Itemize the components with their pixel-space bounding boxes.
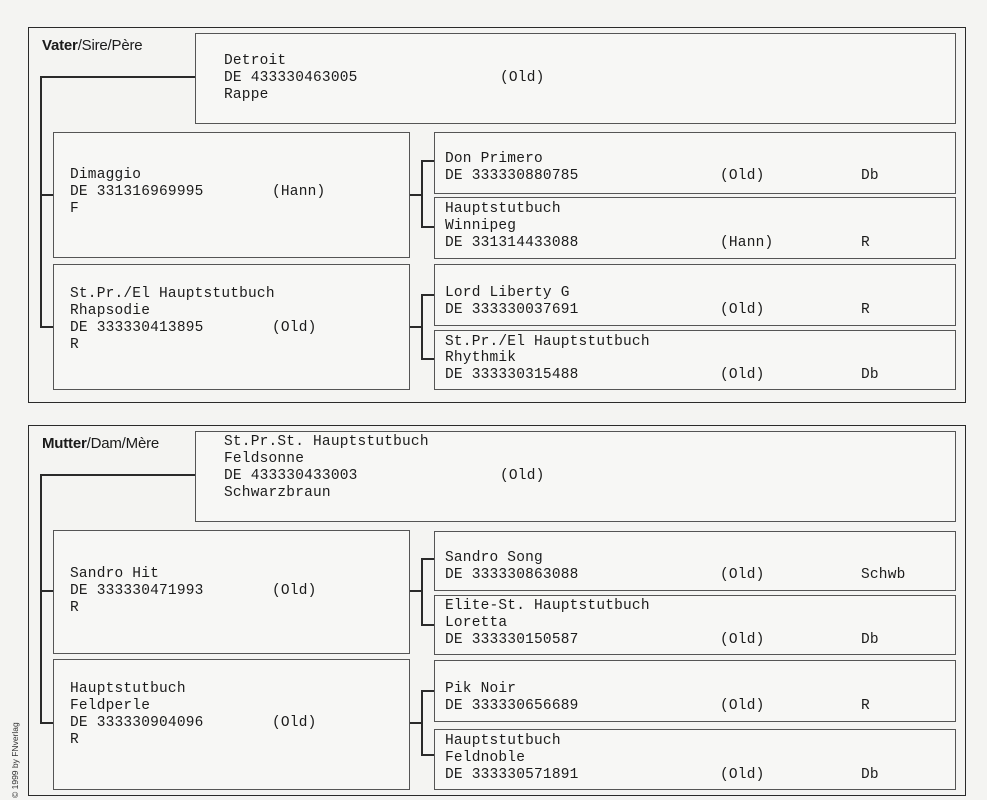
horse-color: Schwarzbraun <box>224 485 331 501</box>
dam-sire-reg: DE 333330037691 <box>445 302 579 318</box>
sire-sire-box <box>434 132 956 194</box>
sire-dam-name: Winnipeg <box>445 218 517 234</box>
sire-box <box>53 530 410 654</box>
horse-name: Feldsonne <box>224 451 305 467</box>
dam-dam-title: Hauptstutbuch <box>445 733 561 749</box>
horse-reg: DE 433330463005 <box>224 70 358 86</box>
sire-sire-color: Schwb <box>861 567 906 583</box>
dam-dam-title: St.Pr./El Hauptstutbuch <box>445 334 650 350</box>
sire-name: Sandro Hit <box>70 566 160 582</box>
sire-sire-breed: (Old) <box>720 168 765 184</box>
dam-reg: DE 333330413895 <box>70 320 204 336</box>
sire-reg: DE 331316969995 <box>70 184 204 200</box>
sire-dam-title: Elite-St. Hauptstutbuch <box>445 598 650 614</box>
dam-sire-name: Lord Liberty G <box>445 285 570 301</box>
dam-dam-box <box>434 729 956 790</box>
dam-dam-reg: DE 333330571891 <box>445 767 579 783</box>
dam-box <box>53 264 410 390</box>
dam-breed: (Old) <box>272 715 317 731</box>
sire-box <box>53 132 410 258</box>
dam-title: St.Pr./El Hauptstutbuch <box>70 286 275 302</box>
sire-sire-name: Don Primero <box>445 151 543 167</box>
dam-color: R <box>70 337 79 353</box>
dam-dam-reg: DE 333330315488 <box>445 367 579 383</box>
sire-horse-box <box>195 33 956 124</box>
dam-horse-box <box>195 431 956 522</box>
dam-reg: DE 333330904096 <box>70 715 204 731</box>
sire-dam-reg: DE 331314433088 <box>445 235 579 251</box>
dam-title: Hauptstutbuch <box>70 681 186 697</box>
horse-name: Detroit <box>224 53 287 69</box>
sire-color: R <box>70 600 79 616</box>
dam-sire-breed: (Old) <box>720 698 765 714</box>
dam-dam-color: Db <box>861 367 879 383</box>
dam-dam-color: Db <box>861 767 879 783</box>
dam-sire-name: Pik Noir <box>445 681 517 697</box>
dam-color: R <box>70 732 79 748</box>
sire-dam-title: Hauptstutbuch <box>445 201 561 217</box>
dam-sire-box <box>434 660 956 722</box>
sire-sire-name: Sandro Song <box>445 550 543 566</box>
sire-breed: (Old) <box>272 583 317 599</box>
sire-dam-breed: (Hann) <box>720 235 774 251</box>
dam-sire-box <box>434 264 956 326</box>
dam-dam-name: Rhythmik <box>445 350 517 366</box>
dam-sire-breed: (Old) <box>720 302 765 318</box>
dam-name: Rhapsodie <box>70 303 151 319</box>
sire-sire-box <box>434 531 956 591</box>
horse-breed: (Old) <box>500 468 545 484</box>
dam-dam-name: Feldnoble <box>445 750 526 766</box>
sire-dam-name: Loretta <box>445 615 508 631</box>
dam-dam-breed: (Old) <box>720 767 765 783</box>
dam-section-title: Mutter/Dam/Mère <box>42 435 160 452</box>
dam-dam-box <box>434 330 956 390</box>
sire-dam-color: Db <box>861 632 879 648</box>
sire-sire-reg: DE 333330880785 <box>445 168 579 184</box>
sire-dam-breed: (Old) <box>720 632 765 648</box>
sire-dam-color: R <box>861 235 870 251</box>
sire-reg: DE 333330471993 <box>70 583 204 599</box>
sire-section <box>28 27 966 403</box>
dam-sire-color: R <box>861 302 870 318</box>
sire-dam-box <box>434 197 956 259</box>
sire-section-title: Vater/Sire/Père <box>42 37 143 54</box>
sire-sire-reg: DE 333330863088 <box>445 567 579 583</box>
dam-sire-reg: DE 333330656689 <box>445 698 579 714</box>
dam-breed: (Old) <box>272 320 317 336</box>
copyright-stamp: © 1999 by FNverlag <box>10 722 20 798</box>
sire-breed: (Hann) <box>272 184 326 200</box>
sire-sire-color: Db <box>861 168 879 184</box>
sire-color: F <box>70 201 79 217</box>
dam-sire-color: R <box>861 698 870 714</box>
horse-color: Rappe <box>224 87 269 103</box>
dam-dam-breed: (Old) <box>720 367 765 383</box>
sire-dam-box <box>434 595 956 655</box>
dam-box <box>53 659 410 790</box>
horse-breed: (Old) <box>500 70 545 86</box>
sire-name: Dimaggio <box>70 167 142 183</box>
sire-sire-breed: (Old) <box>720 567 765 583</box>
horse-reg: DE 433330433003 <box>224 468 358 484</box>
dam-section <box>28 425 966 796</box>
horse-title: St.Pr.St. Hauptstutbuch <box>224 434 429 450</box>
dam-name: Feldperle <box>70 698 151 714</box>
sire-dam-reg: DE 333330150587 <box>445 632 579 648</box>
